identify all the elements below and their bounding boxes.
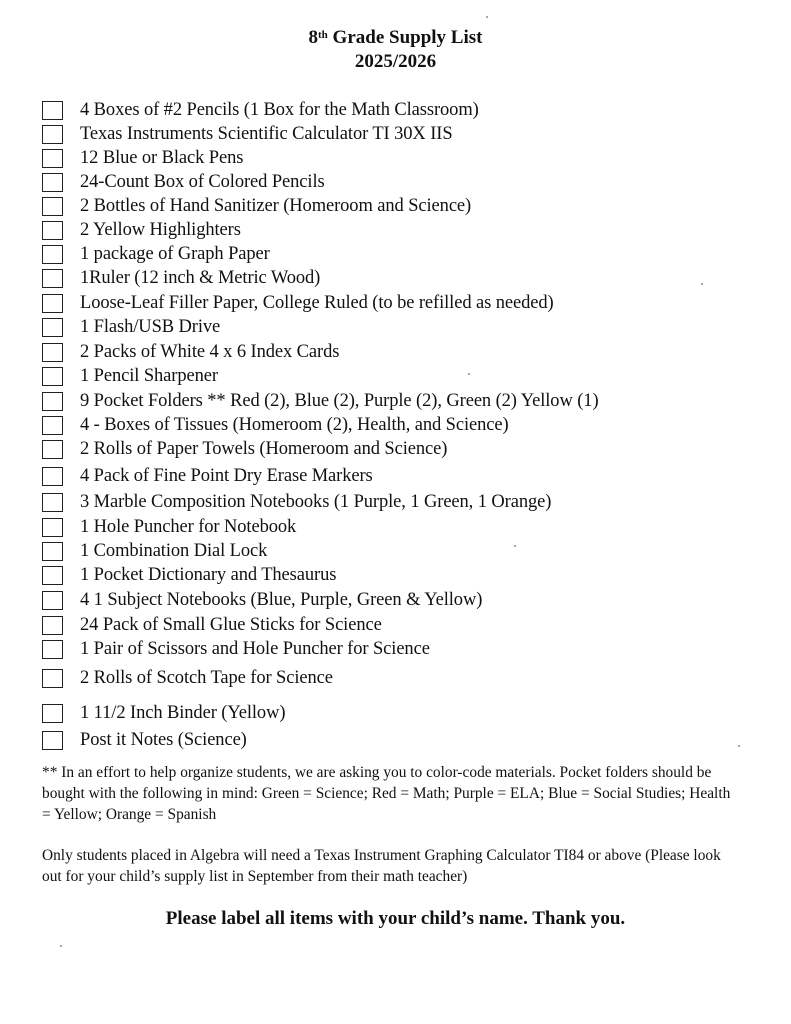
supply-item: [42, 728, 247, 752]
supply-item-label: 4 - Boxes of Tissues (Homeroom (2), Health, and Science): [80, 414, 509, 435]
supply-item: [42, 437, 447, 461]
supply-item: [42, 539, 267, 563]
supply-item: [42, 389, 599, 413]
supply-item: [42, 637, 430, 661]
supply-item: [42, 701, 285, 725]
supply-item-label: 1 Pocket Dictionary and Thesaurus: [80, 564, 337, 585]
checkbox[interactable]: [42, 173, 63, 192]
checkbox[interactable]: [42, 392, 63, 411]
checkbox[interactable]: [42, 518, 63, 537]
grade-number: 8: [308, 27, 319, 48]
closing-message: Please label all items with your child’s name. Thank you.: [165, 908, 626, 929]
supply-item: [42, 666, 333, 690]
supply-item-label: 2 Rolls of Paper Towels (Homeroom and Science): [80, 438, 448, 459]
checkbox[interactable]: [42, 101, 63, 120]
checkbox[interactable]: [42, 294, 63, 313]
supply-item-label: 4 Boxes of #2 Pencils (1 Box for the Math Classroom): [80, 99, 479, 120]
page-title: [0, 27, 791, 49]
supply-item: [42, 218, 241, 242]
supply-item-label: 1 Pair of Scissors and Hole Puncher for Science: [80, 638, 430, 659]
checkbox[interactable]: [42, 125, 63, 144]
supply-item: [42, 464, 373, 488]
supply-item-label: 4 1 Subject Notebooks (Blue, Purple, Green & Yellow): [80, 589, 483, 610]
supply-item: [42, 490, 551, 514]
checkbox[interactable]: [42, 318, 63, 337]
checkbox[interactable]: [42, 616, 63, 635]
grade-suffix: th: [318, 29, 328, 41]
checkbox[interactable]: [42, 440, 63, 459]
checkbox[interactable]: [42, 467, 63, 486]
supply-item-label: 1 Pencil Sharpener: [80, 365, 218, 386]
supply-item-label: 1 Flash/USB Drive: [80, 316, 221, 337]
supply-item-label: 3 Marble Composition Notebooks (1 Purple, 1 Green, 1 Orange): [80, 491, 552, 512]
checkbox[interactable]: [42, 197, 63, 216]
scan-speck: [738, 745, 740, 747]
supply-item: [42, 146, 243, 170]
checkbox[interactable]: [42, 640, 63, 659]
supply-item-label: 12 Blue or Black Pens: [80, 147, 244, 168]
checkbox[interactable]: [42, 669, 63, 688]
supply-item-label: Post it Notes (Science): [80, 729, 247, 750]
supply-item: [42, 170, 325, 194]
checkbox[interactable]: [42, 149, 63, 168]
checkbox[interactable]: [42, 343, 63, 362]
supply-item-label: 1 Hole Puncher for Notebook: [80, 516, 297, 537]
supply-item-label: 4 Pack of Fine Point Dry Erase Markers: [80, 465, 373, 486]
supply-item: [42, 613, 382, 637]
supply-item-label: 9 Pocket Folders ** Red (2), Blue (2), Purple (2), Green (2) Yellow (1): [80, 390, 599, 411]
checkbox[interactable]: [42, 245, 63, 264]
algebra-note: Only students placed in Algebra will need a Texas Instrument Graphing Calculator TI84 or above (Please look out for your child’s supply list in September from their math teacher): [42, 847, 721, 885]
supply-item: [42, 242, 270, 266]
supply-item-label: 2 Rolls of Scotch Tape for Science: [80, 667, 333, 688]
supply-item: [42, 413, 509, 437]
supply-item-label: Loose-Leaf Filler Paper, College Ruled (to be refilled as needed): [80, 292, 554, 313]
supply-item-label: 1 11/2 Inch Binder (Yellow): [80, 702, 286, 723]
checkbox[interactable]: [42, 566, 63, 585]
scan-speck: [701, 283, 703, 285]
supply-item-label: 2 Yellow Highlighters: [80, 219, 241, 240]
supply-item: [42, 515, 296, 539]
scan-speck: [60, 945, 62, 947]
checkbox[interactable]: [42, 221, 63, 240]
supply-item-label: 24 Pack of Small Glue Sticks for Science: [80, 614, 382, 635]
supply-item: [42, 98, 479, 122]
supply-item: [42, 340, 339, 364]
supply-item-label: 24-Count Box of Colored Pencils: [80, 171, 325, 192]
title-text: Grade Supply List: [327, 27, 483, 48]
checkbox[interactable]: [42, 731, 63, 750]
checkbox[interactable]: [42, 591, 63, 610]
scan-speck: [486, 16, 488, 18]
supply-item-label: 1 package of Graph Paper: [80, 243, 270, 264]
supply-item: [42, 364, 218, 388]
supply-item: [42, 315, 220, 339]
checkbox[interactable]: [42, 542, 63, 561]
supply-item: [42, 194, 471, 218]
supply-item: [42, 122, 453, 146]
supply-item-label: 2 Bottles of Hand Sanitizer (Homeroom and Science): [80, 195, 472, 216]
school-year: 2025/2026: [354, 51, 437, 72]
supply-item-label: 2 Packs of White 4 x 6 Index Cards: [80, 341, 340, 362]
checkbox[interactable]: [42, 367, 63, 386]
checkbox[interactable]: [42, 416, 63, 435]
supply-item-label: Texas Instruments Scientific Calculator TI 30X IIS: [80, 123, 453, 144]
supply-item-label: 1Ruler (12 inch & Metric Wood): [80, 267, 321, 288]
checkbox[interactable]: [42, 493, 63, 512]
supply-item-label: 1 Combination Dial Lock: [80, 540, 268, 561]
supply-item: [42, 563, 336, 587]
scan-speck: [468, 373, 470, 375]
supply-item: [42, 588, 482, 612]
color-code-note: ** In an effort to help organize students, we are asking you to color-code materials. Pocket folders should be bought with the following in mind: Green = Science; Red = Math; Purple = ELA; Blue = Social Studies; Health = Yellow; Orange = Spanish: [42, 764, 731, 823]
checkbox[interactable]: [42, 704, 63, 723]
supply-item: [42, 266, 320, 290]
supply-item: [42, 291, 554, 315]
scan-speck: [514, 545, 516, 547]
checkbox[interactable]: [42, 269, 63, 288]
